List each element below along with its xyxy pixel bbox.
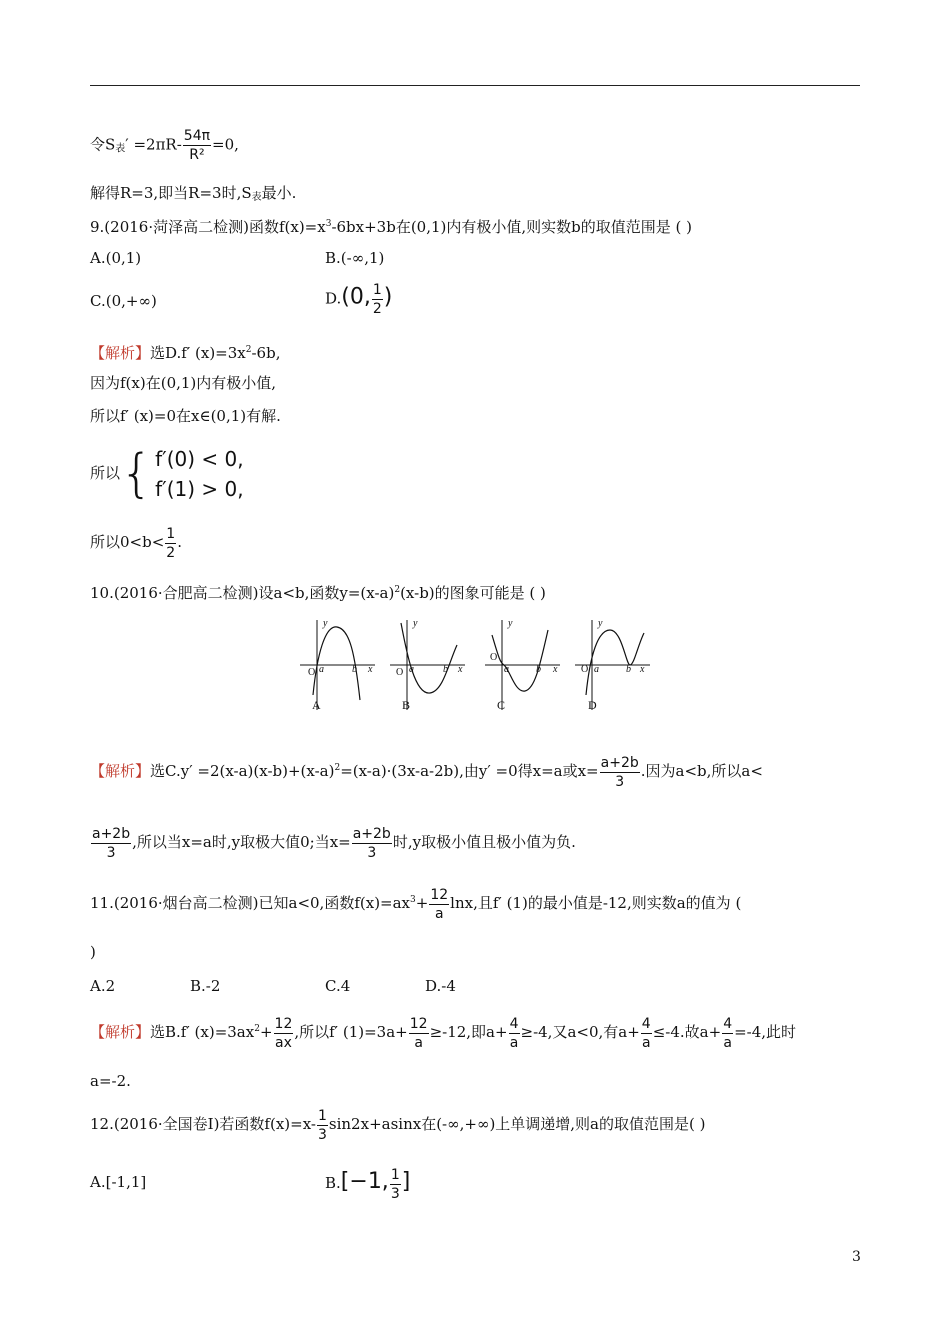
answer-10-line-1 — [90, 748, 763, 791]
point-b-label: b — [626, 664, 631, 675]
analysis-tag: 【解析】 — [90, 762, 151, 780]
question-text: 11.(2016·烟台高二检测)已知a<0,函数f(x)=ax — [90, 894, 411, 912]
fraction — [429, 887, 449, 922]
y-axis-label: y — [508, 618, 513, 629]
graph-c — [485, 618, 560, 710]
superscript: 2 — [245, 345, 252, 355]
text: =(x-a)·(3x-a-2b),由y′ =0得x=a或x= — [340, 762, 599, 780]
option-label: D. — [325, 289, 342, 308]
numerator: 12 — [430, 886, 449, 903]
fraction — [165, 526, 176, 561]
denominator: ax — [275, 1034, 292, 1051]
graph-c-label: C — [497, 698, 506, 712]
graph-b — [390, 618, 465, 710]
numerator: 12 — [274, 1015, 293, 1032]
fraction — [91, 826, 131, 861]
q9-option-c: C.(0,+∞) — [90, 292, 157, 310]
point-a-label: a — [409, 664, 414, 675]
q9-option-b: B.(-∞,1) — [325, 249, 385, 267]
numerator: 1 — [372, 282, 382, 298]
numerator: 1 — [166, 525, 176, 542]
text: 解得R=3,即当R=3时,S — [90, 184, 252, 202]
text: =-4,此时 — [734, 1023, 797, 1041]
origin-label: O — [490, 652, 498, 663]
text: ,所以当x=a时,y取极大值0;当x= — [132, 833, 351, 851]
question-9 — [90, 214, 692, 237]
x-axis-label: x — [553, 664, 558, 675]
interval-open: [−1, — [340, 1169, 389, 1194]
text: 时,y取极小值且极小值为负. — [392, 833, 576, 851]
question-text: (x-b)的图象可能是 ( ) — [400, 584, 546, 602]
question-12 — [90, 1104, 705, 1144]
fraction — [390, 1167, 401, 1202]
answer-9-line-2: 因为f(x)在(0,1)内有极小值, — [90, 374, 277, 392]
q10-graph-options — [295, 615, 655, 715]
denominator: a — [723, 1034, 732, 1051]
numerator: a+2b — [92, 825, 131, 842]
graph-d — [575, 618, 650, 710]
text: . — [177, 533, 182, 551]
origin-label: O — [396, 667, 404, 678]
fraction — [352, 826, 392, 861]
answer-11-line-2: a=-2. — [90, 1072, 131, 1090]
question-text: 10.(2016·合肥高二检测)设a<b,函数y=(x-a) — [90, 584, 395, 602]
question-text: lnx,且f′ (1)的最小值是-12,则实数a的值为 ( — [450, 894, 742, 912]
answer-9-line-4 — [90, 443, 244, 504]
denominator: a — [641, 1034, 651, 1051]
interval-close: ] — [401, 1169, 411, 1194]
fraction — [600, 755, 640, 790]
text: ′ =2πR- — [125, 135, 182, 154]
denominator: a — [509, 1034, 519, 1051]
fraction — [722, 1016, 733, 1051]
text: 选B.f′ (x)=3ax — [150, 1023, 255, 1041]
y-axis-label: y — [598, 618, 603, 629]
x-axis-label: x — [640, 664, 645, 675]
answer-10-line-2 — [90, 822, 576, 862]
q9-option-d — [325, 282, 392, 317]
graph-d-label: D — [588, 698, 597, 712]
y-axis-label: y — [413, 618, 418, 629]
question-10 — [90, 580, 546, 603]
option-label: B. — [325, 1174, 341, 1192]
numerator: 1 — [390, 1166, 400, 1183]
answer-11-line-1 — [90, 1009, 796, 1052]
text: ≥-4,又a<0,有a+ — [520, 1023, 640, 1041]
text: 选D.f′ (x)=3x — [150, 344, 246, 362]
graph-b-label: B — [402, 698, 411, 712]
analysis-tag: 【解析】 — [90, 344, 151, 362]
fraction — [509, 1016, 520, 1051]
subscript: 表 — [251, 192, 262, 203]
fraction — [183, 128, 211, 163]
question-text: sin2x+asinx在(-∞,+∞)上单调递增,则a的取值范围是( ) — [328, 1115, 706, 1133]
answer-9-line-1 — [90, 340, 280, 363]
fraction — [274, 1016, 294, 1051]
question-text: 12.(2016·全国卷Ⅰ)若函数f(x)=x- — [90, 1115, 316, 1133]
brace-icon: { — [120, 444, 154, 504]
text: 选C.y′ =2(x-a)(x-b)+(x-a) — [150, 762, 335, 780]
numerator: a+2b — [352, 825, 391, 842]
numerator: 1 — [317, 1107, 327, 1124]
analysis-tag: 【解析】 — [90, 1023, 151, 1041]
text: + — [415, 894, 429, 912]
subscript: 表 — [115, 143, 126, 155]
x-axis-label: x — [458, 664, 463, 675]
question-text: 9.(2016·菏泽高二检测)函数f(x)=x — [90, 218, 326, 236]
answer-9-line-3: 所以f′ (x)=0在x∈(0,1)有解. — [90, 407, 281, 425]
point-a-label: a — [594, 664, 599, 675]
text: .因为a<b,所以a< — [640, 762, 763, 780]
denominator: 3 — [367, 844, 377, 861]
text: ≤-4.故a+ — [652, 1023, 722, 1041]
text: + — [259, 1023, 273, 1041]
q9-option-a: A.(0,1) — [90, 249, 142, 267]
text: 最小. — [261, 184, 297, 202]
text: ,所以f′ (1)=3a+ — [294, 1023, 408, 1041]
superscript: 2 — [394, 585, 401, 595]
superscript: 3 — [325, 219, 332, 229]
interval-close: ) — [383, 284, 393, 310]
q12-option-a: A.[-1,1] — [90, 1173, 147, 1191]
denominator: 3 — [615, 773, 625, 790]
q11-option-d: D.-4 — [425, 977, 456, 995]
fraction — [409, 1016, 429, 1051]
denominator: 2 — [166, 544, 176, 561]
text: ≥-12,即a+ — [429, 1023, 508, 1041]
fraction — [641, 1016, 652, 1051]
question-text: -6bx+3b在(0,1)内有极小值,则实数b的取值范围是 ( ) — [331, 218, 692, 236]
text: 令S — [90, 135, 116, 154]
text: -6b, — [251, 344, 281, 362]
numerator: 4 — [641, 1015, 651, 1032]
page-number: 3 — [852, 1249, 861, 1265]
superscript: 2 — [254, 1024, 260, 1034]
interval-open: (0, — [341, 284, 371, 310]
superscript: 3 — [410, 895, 416, 905]
denominator: 3 — [390, 1185, 400, 1202]
text: =0, — [212, 135, 239, 154]
answer-9-line-5 — [90, 522, 182, 562]
point-a-label: a — [319, 664, 324, 675]
numerator: 12 — [409, 1015, 428, 1032]
point-b-label: b — [352, 664, 357, 675]
numerator: a+2b — [600, 754, 639, 771]
fraction — [372, 282, 383, 317]
text: 所以0<b< — [90, 533, 165, 551]
denominator: 3 — [106, 844, 116, 861]
numerator: 4 — [723, 1015, 733, 1032]
q11-option-a: A.2 — [90, 977, 116, 995]
denominator: a — [414, 1034, 423, 1051]
denominator: 3 — [317, 1126, 327, 1143]
graph-a-label: A — [312, 698, 321, 712]
fraction — [317, 1108, 328, 1143]
origin-label: O — [581, 664, 589, 675]
solution-line-2 — [90, 183, 296, 208]
numerator: 54π — [183, 128, 211, 144]
inequality-2: f′(1) > 0, — [155, 477, 244, 501]
graph-a — [300, 618, 375, 710]
header-rule — [90, 85, 860, 86]
text: 所以 — [90, 464, 121, 482]
inequality-1: f′(0) < 0, — [155, 447, 244, 471]
origin-label: O — [308, 667, 316, 678]
function-graphs — [295, 615, 655, 715]
point-b-label: b — [536, 664, 541, 675]
denominator: 2 — [372, 301, 382, 317]
superscript: 2 — [334, 763, 341, 773]
solution-line-1 — [90, 128, 239, 163]
y-axis-label: y — [323, 618, 328, 629]
point-a-label: a — [504, 664, 509, 675]
denominator: a — [434, 905, 444, 922]
point-b-label: b — [443, 664, 448, 675]
q11-option-b: B.-2 — [190, 977, 221, 995]
inequality-system — [120, 444, 244, 504]
numerator: 4 — [509, 1015, 519, 1032]
question-11-line-2: ) — [90, 943, 96, 961]
q12-option-b — [325, 1162, 410, 1203]
question-11 — [90, 880, 741, 923]
denominator: R² — [189, 147, 205, 163]
x-axis-label: x — [368, 664, 373, 675]
q11-option-c: C.4 — [325, 977, 351, 995]
